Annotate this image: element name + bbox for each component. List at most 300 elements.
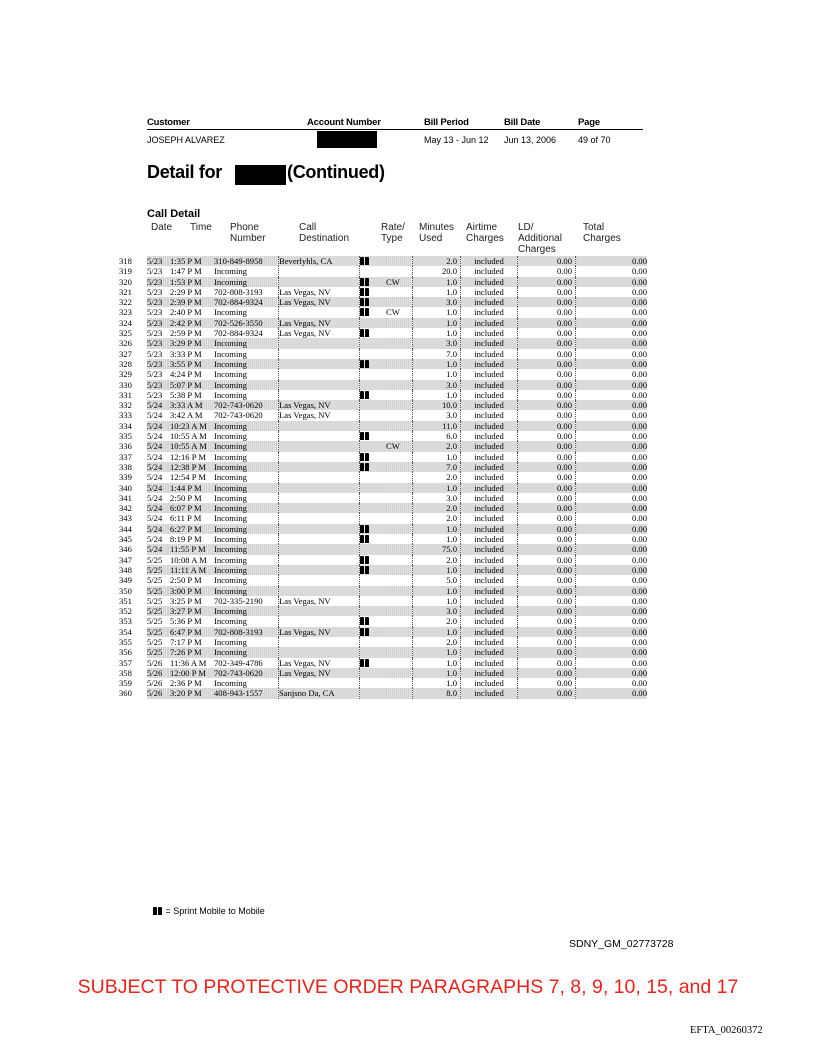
- minutes-used: 20.0: [413, 266, 461, 276]
- total-charges: 0.00: [631, 472, 647, 483]
- airtime-charges: included: [461, 534, 518, 544]
- page-value: 49 of 70: [578, 135, 611, 145]
- call-time: 2:50 P M: [170, 575, 202, 586]
- row-number: 340: [119, 482, 132, 493]
- col-rate-type: Rate/ Type: [381, 222, 405, 244]
- call-destination: Las Vegas, NV: [279, 400, 360, 410]
- sprint-mobile-to-mobile-icon: [360, 360, 370, 368]
- call-waiting-flag: [386, 493, 413, 503]
- call-date: 5/25: [147, 595, 163, 606]
- airtime-charges: included: [461, 431, 518, 441]
- call-date: 5/23: [147, 389, 163, 400]
- airtime-charges: included: [461, 503, 518, 513]
- ld-charges: 0.00: [518, 616, 576, 626]
- minutes-used: 5.0: [413, 575, 461, 585]
- bill-date-label: Bill Date: [504, 117, 541, 128]
- call-date: 5/23: [147, 307, 163, 318]
- table-row: [119, 544, 647, 554]
- ld-charges: 0.00: [518, 359, 576, 369]
- call-date: 5/23: [147, 286, 163, 297]
- sprint-mobile-to-mobile-icon: [153, 907, 163, 915]
- row-number: 327: [119, 348, 132, 359]
- airtime-charges: included: [461, 390, 518, 400]
- table-row: [119, 359, 647, 369]
- call-time: 10:55 A M: [170, 431, 207, 442]
- minutes-used: 8.0: [413, 688, 461, 698]
- rate-type: [360, 637, 387, 647]
- row-number: 356: [119, 647, 132, 658]
- minutes-used: 75.0: [413, 544, 461, 554]
- airtime-charges: included: [461, 524, 518, 534]
- phone-number: Incoming: [214, 380, 279, 390]
- total-charges: 0.00: [631, 389, 647, 400]
- rate-type: [360, 513, 387, 523]
- call-date: 5/23: [147, 256, 168, 266]
- phone-number: Incoming: [214, 389, 247, 400]
- phone-number: Incoming: [214, 534, 247, 545]
- phone-number: Incoming: [214, 483, 279, 493]
- call-waiting-flag: [386, 565, 413, 575]
- airtime-charges: included: [461, 596, 518, 606]
- phone-number: Incoming: [214, 451, 247, 462]
- call-destination: [279, 472, 360, 482]
- table-row: [119, 647, 647, 657]
- rate-type: [360, 307, 387, 317]
- ld-charges: 0.00: [518, 400, 576, 410]
- airtime-charges: included: [461, 483, 518, 493]
- call-time: 3:00 P M: [168, 586, 214, 596]
- call-waiting-flag: [386, 678, 413, 688]
- call-time: 8:19 P M: [170, 534, 202, 545]
- bill-date-value: Jun 13, 2006: [504, 135, 557, 145]
- call-date: 5/25: [147, 565, 168, 575]
- table-row: [119, 318, 647, 328]
- phone-number: 408-943-1557: [214, 688, 279, 698]
- airtime-charges: included: [461, 277, 518, 287]
- call-destination: Beverlyhls, CA: [279, 256, 360, 266]
- total-charges: 0.00: [631, 534, 647, 545]
- minutes-used: 1.0: [413, 534, 461, 544]
- airtime-charges: included: [461, 349, 518, 359]
- total-charges: 0.00: [576, 503, 648, 513]
- airtime-charges: included: [461, 658, 518, 668]
- row-number: 336: [119, 441, 132, 452]
- rate-type: [360, 524, 387, 534]
- call-time: 12:16 P M: [170, 451, 206, 462]
- call-destination: Las Vegas, NV: [279, 328, 360, 338]
- row-number: 321: [119, 286, 132, 297]
- minutes-used: 2.0: [413, 513, 461, 523]
- ld-charges: 0.00: [518, 328, 576, 338]
- table-row: [119, 513, 647, 523]
- call-date: 5/23: [147, 359, 168, 369]
- call-destination: [279, 503, 360, 513]
- call-time: 2:39 P M: [168, 297, 214, 307]
- call-time: 3:55 P M: [168, 359, 214, 369]
- total-charges: 0.00: [576, 277, 648, 287]
- minutes-used: 1.0: [413, 359, 461, 369]
- total-charges: 0.00: [576, 318, 648, 328]
- total-charges: 0.00: [631, 348, 647, 359]
- call-time: 2:50 P M: [170, 492, 202, 503]
- call-time: 6:11 P M: [170, 513, 202, 524]
- minutes-used: 1.0: [413, 307, 461, 317]
- airtime-charges: included: [461, 513, 518, 523]
- airtime-charges: included: [461, 472, 518, 482]
- call-destination: [279, 534, 360, 544]
- table-row: [119, 338, 647, 348]
- call-destination: [279, 544, 360, 554]
- sprint-mobile-to-mobile-icon: [360, 432, 370, 440]
- call-destination: Las Vegas, NV: [279, 627, 360, 637]
- call-date: 5/24: [147, 524, 168, 534]
- airtime-charges: included: [461, 616, 518, 626]
- call-destination: [279, 380, 360, 390]
- phone-number: Incoming: [214, 266, 247, 277]
- total-charges: 0.00: [631, 513, 647, 524]
- row-number: 351: [119, 595, 132, 606]
- sprint-mobile-to-mobile-icon: [360, 308, 370, 316]
- col-date: Date: [151, 222, 173, 233]
- minutes-used: 11.0: [413, 421, 461, 431]
- rate-type: [360, 668, 387, 678]
- ld-charges: 0.00: [518, 596, 576, 606]
- minutes-used: 6.0: [413, 431, 461, 441]
- call-time: 2:59 P M: [170, 328, 202, 339]
- rate-type: [360, 462, 387, 472]
- sprint-mobile-to-mobile-icon: [360, 329, 370, 337]
- row-number: 344: [119, 523, 132, 534]
- call-time: 6:07 P M: [168, 503, 214, 513]
- ld-charges: 0.00: [518, 658, 576, 668]
- table-row: [119, 658, 647, 668]
- row-number: 339: [119, 472, 132, 483]
- total-charges: 0.00: [631, 307, 647, 318]
- ld-charges: 0.00: [518, 565, 576, 575]
- phone-number: Incoming: [214, 277, 279, 287]
- phone-number: 702-335-2190: [214, 595, 263, 606]
- rate-type: [360, 318, 387, 328]
- airtime-charges: included: [461, 369, 518, 379]
- minutes-used: 1.0: [413, 524, 461, 534]
- call-date: 5/23: [147, 348, 163, 359]
- call-destination: [279, 359, 360, 369]
- total-charges: 0.00: [576, 606, 648, 616]
- sprint-mobile-to-mobile-icon: [360, 659, 370, 667]
- airtime-charges: included: [461, 555, 518, 565]
- minutes-used: 2.0: [413, 616, 461, 626]
- call-waiting-flag: [386, 410, 413, 420]
- call-date: 5/24: [147, 421, 168, 431]
- call-date: 5/23: [147, 328, 163, 339]
- call-destination: Las Vegas, NV: [279, 297, 360, 307]
- call-waiting-flag: [386, 534, 413, 544]
- total-charges: 0.00: [576, 647, 648, 657]
- call-destination: [279, 637, 360, 647]
- call-date: 5/24: [147, 462, 168, 472]
- call-waiting-flag: [386, 647, 413, 657]
- phone-number: Incoming: [214, 513, 247, 524]
- call-waiting-flag: [386, 627, 413, 637]
- call-date: 5/24: [147, 441, 168, 451]
- rate-type: [360, 565, 387, 575]
- call-time: 5:07 P M: [168, 380, 214, 390]
- call-time: 11:36 A M: [170, 657, 207, 668]
- call-destination: [279, 586, 360, 596]
- row-number: 358: [119, 667, 132, 678]
- call-date: 5/25: [147, 636, 163, 647]
- row-number: 330: [119, 379, 132, 390]
- minutes-used: 1.0: [413, 678, 461, 688]
- ld-charges: 0.00: [518, 441, 576, 451]
- rate-type: [360, 256, 387, 266]
- row-number: 334: [119, 420, 132, 431]
- rate-type: [360, 441, 387, 451]
- table-row: [119, 462, 647, 472]
- call-waiting-flag: [386, 318, 413, 328]
- call-destination: [279, 513, 360, 523]
- table-row: [119, 616, 647, 626]
- ld-charges: 0.00: [518, 338, 576, 348]
- ld-charges: 0.00: [518, 647, 576, 657]
- table-row: [119, 369, 647, 379]
- phone-number: 702-526-3550: [214, 318, 279, 328]
- table-row: [119, 349, 647, 359]
- airtime-charges: included: [461, 328, 518, 338]
- call-time: 3:20 P M: [168, 688, 214, 698]
- call-destination: [279, 606, 360, 616]
- call-destination: [279, 390, 360, 400]
- rate-type: [360, 503, 387, 513]
- call-destination: Las Vegas, NV: [279, 287, 360, 297]
- phone-number: Incoming: [214, 524, 279, 534]
- call-destination: [279, 647, 360, 657]
- minutes-used: 2.0: [413, 555, 461, 565]
- row-number: 319: [119, 266, 132, 277]
- row-number: 322: [119, 297, 132, 308]
- minutes-used: 3.0: [413, 338, 461, 348]
- airtime-charges: included: [461, 359, 518, 369]
- call-time: 2:29 P M: [170, 286, 202, 297]
- row-number: 346: [119, 544, 132, 555]
- efta-number: EFTA_00260372: [690, 1025, 763, 1036]
- ld-charges: 0.00: [518, 503, 576, 513]
- phone-number: Incoming: [214, 359, 279, 369]
- call-date: 5/23: [147, 338, 168, 348]
- rate-type: [360, 596, 387, 606]
- minutes-used: 2.0: [413, 256, 461, 266]
- minutes-used: 2.0: [413, 503, 461, 513]
- table-row: [119, 307, 647, 317]
- phone-number: Incoming: [214, 338, 279, 348]
- sprint-mobile-to-mobile-icon: [360, 556, 370, 564]
- ld-charges: 0.00: [518, 575, 576, 585]
- row-number: 320: [119, 276, 132, 287]
- rate-type: [360, 266, 387, 276]
- rate-type: [360, 575, 387, 585]
- ld-charges: 0.00: [518, 688, 576, 698]
- col-phone-number: Phone Number: [230, 222, 266, 244]
- call-time: 3:33 A M: [168, 400, 214, 410]
- row-number: 349: [119, 575, 132, 586]
- call-time: 1:53 P M: [168, 277, 214, 287]
- total-charges: 0.00: [631, 678, 647, 689]
- sprint-mobile-to-mobile-icon: [360, 535, 370, 543]
- row-number: 354: [119, 626, 132, 637]
- call-time: 11:11 A M: [168, 565, 214, 575]
- call-destination: Las Vegas, NV: [279, 596, 360, 606]
- row-number: 325: [119, 328, 132, 339]
- call-date: 5/24: [147, 451, 163, 462]
- ld-charges: 0.00: [518, 307, 576, 317]
- table-row: [119, 565, 647, 575]
- call-destination: [279, 421, 360, 431]
- rate-type: [360, 349, 387, 359]
- table-row: [119, 297, 647, 307]
- minutes-used: 1.0: [413, 369, 461, 379]
- detail-title-suffix: (Continued): [287, 162, 385, 182]
- sprint-mobile-to-mobile-icon: [360, 617, 370, 625]
- airtime-charges: included: [461, 338, 518, 348]
- call-date: 5/24: [147, 503, 168, 513]
- call-date: 5/24: [147, 483, 168, 493]
- customer-label: Customer: [147, 117, 190, 128]
- ld-charges: 0.00: [518, 483, 576, 493]
- call-destination: [279, 266, 360, 276]
- row-number: 353: [119, 616, 132, 627]
- ld-charges: 0.00: [518, 390, 576, 400]
- col-ld-additional-charges: LD/ Additional Charges: [518, 222, 562, 255]
- call-date: 5/25: [147, 575, 163, 586]
- call-destination: [279, 349, 360, 359]
- phone-number: Incoming: [214, 472, 247, 483]
- rate-type: [360, 483, 387, 493]
- ld-charges: 0.00: [518, 369, 576, 379]
- table-row: [119, 483, 647, 493]
- total-charges: 0.00: [576, 627, 648, 637]
- rate-type: [360, 359, 387, 369]
- table-row: [119, 627, 647, 637]
- phone-number: Incoming: [214, 492, 247, 503]
- call-date: 5/25: [147, 616, 163, 627]
- call-time: 12:00 P M: [168, 668, 214, 678]
- airtime-charges: included: [461, 452, 518, 462]
- call-waiting-flag: [386, 266, 413, 276]
- ld-charges: 0.00: [518, 606, 576, 616]
- rate-type: [360, 338, 387, 348]
- row-number: 324: [119, 317, 132, 328]
- phone-number: 702-808-3193: [214, 286, 263, 297]
- ld-charges: 0.00: [518, 493, 576, 503]
- row-number: 337: [119, 451, 132, 462]
- phone-number: 702-808-3193: [214, 627, 279, 637]
- call-waiting-flag: [386, 328, 413, 338]
- col-time: Time: [190, 222, 212, 233]
- call-date: 5/26: [147, 688, 168, 698]
- airtime-charges: included: [461, 586, 518, 596]
- phone-number: 702-743-0620: [214, 668, 279, 678]
- rate-type: [360, 688, 387, 698]
- minutes-used: 3.0: [413, 606, 461, 616]
- total-charges: 0.00: [576, 297, 648, 307]
- row-number: 318: [119, 256, 132, 266]
- table-row: [119, 596, 647, 606]
- phone-number: Incoming: [214, 421, 279, 431]
- call-time: 11:55 P M: [168, 544, 214, 554]
- sprint-mobile-to-mobile-icon: [360, 288, 370, 296]
- phone-number: Incoming: [214, 575, 247, 586]
- sprint-mobile-to-mobile-icon: [360, 298, 370, 306]
- table-row: [119, 472, 647, 482]
- ld-charges: 0.00: [518, 256, 576, 266]
- call-date: 5/26: [147, 657, 163, 668]
- table-row: [119, 637, 647, 647]
- row-number: 359: [119, 678, 132, 689]
- airtime-charges: included: [461, 307, 518, 317]
- minutes-used: 2.0: [413, 472, 461, 482]
- call-destination: Las Vegas, NV: [279, 668, 360, 678]
- table-row: [119, 328, 647, 338]
- call-waiting-flag: [386, 431, 413, 441]
- call-date: 5/24: [147, 544, 168, 554]
- call-time: 1:44 P M: [168, 483, 214, 493]
- airtime-charges: included: [461, 287, 518, 297]
- airtime-charges: included: [461, 297, 518, 307]
- rate-type: [360, 606, 387, 616]
- row-number: 348: [119, 564, 132, 575]
- call-time: 7:26 P M: [168, 647, 214, 657]
- call-waiting-flag: [386, 452, 413, 462]
- call-time: 5:36 P M: [170, 616, 202, 627]
- row-number: 338: [119, 461, 132, 472]
- table-row: [119, 493, 647, 503]
- table-row: [119, 410, 647, 420]
- call-date: 5/24: [147, 431, 163, 442]
- minutes-used: 1.0: [413, 277, 461, 287]
- table-row: [119, 503, 647, 513]
- account-number-redaction: [317, 131, 377, 148]
- call-waiting-flag: [386, 462, 413, 472]
- table-row: [119, 524, 647, 534]
- total-charges: 0.00: [576, 688, 648, 698]
- call-date: 5/24: [147, 534, 163, 545]
- airtime-charges: included: [461, 400, 518, 410]
- table-row: [119, 287, 647, 297]
- call-destination: [279, 483, 360, 493]
- phone-number: Incoming: [214, 647, 279, 657]
- total-charges: 0.00: [631, 554, 647, 565]
- ld-charges: 0.00: [518, 462, 576, 472]
- ld-charges: 0.00: [518, 668, 576, 678]
- call-waiting-flag: [386, 586, 413, 596]
- airtime-charges: included: [461, 441, 518, 451]
- phone-number: Incoming: [214, 544, 279, 554]
- sprint-mobile-to-mobile-icon: [360, 278, 370, 286]
- minutes-used: 7.0: [413, 462, 461, 472]
- col-call-destination: Call Destination: [299, 222, 350, 244]
- total-charges: 0.00: [576, 400, 648, 410]
- sprint-mobile-to-mobile-icon: [360, 525, 370, 533]
- call-date: 5/24: [147, 513, 163, 524]
- sprint-mobile-to-mobile-icon: [360, 463, 370, 471]
- call-time: 12:54 P M: [170, 472, 206, 483]
- call-waiting-flag: [386, 688, 413, 698]
- ld-charges: 0.00: [518, 277, 576, 287]
- row-number: 345: [119, 534, 132, 545]
- total-charges: 0.00: [631, 369, 647, 380]
- airtime-charges: included: [461, 647, 518, 657]
- col-total-charges: Total Charges: [583, 222, 621, 244]
